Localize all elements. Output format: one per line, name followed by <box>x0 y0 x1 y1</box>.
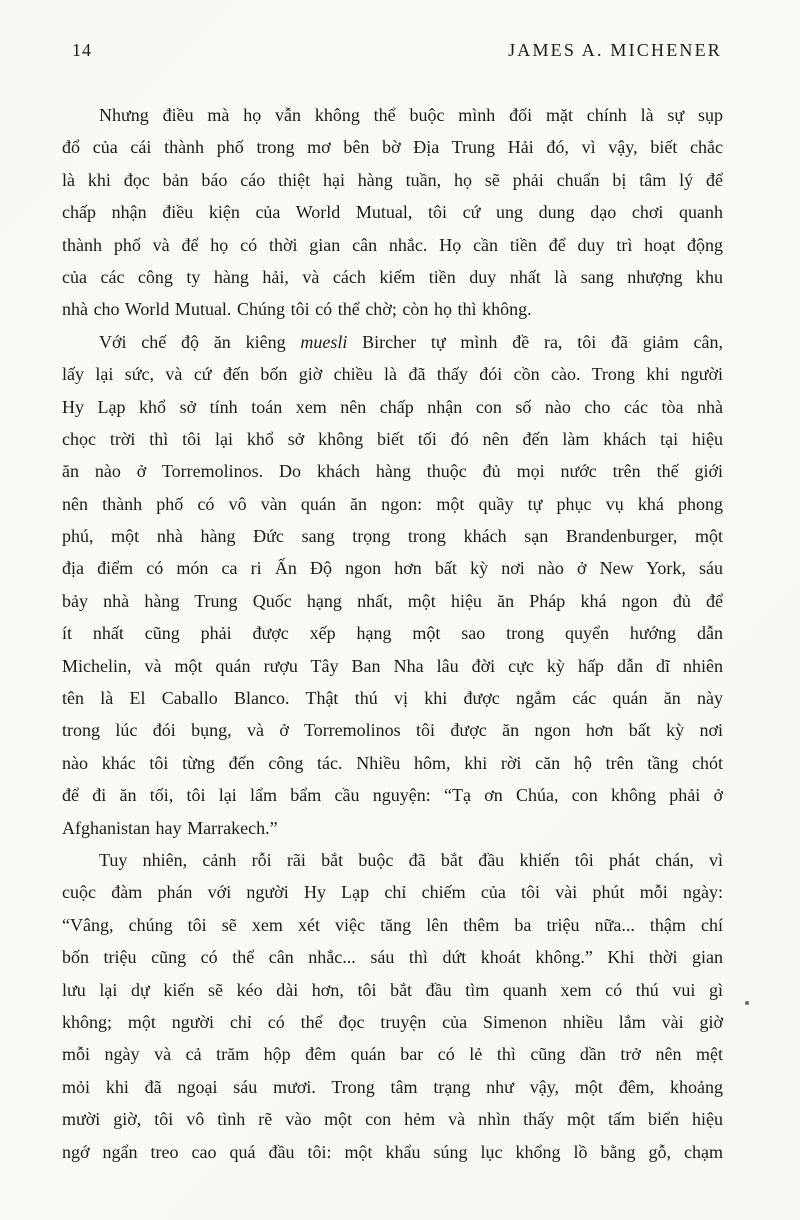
text-line: trong lúc đói bụng, và ở Torremolinos tôi được ăn ngon hơn bất kỳ nơi <box>62 720 723 741</box>
text-line: mỗi ngày và cả trăm hộp đêm quán bar có lẻ thì cũng dần trở nên mệt <box>62 1044 723 1065</box>
text-line: của các công ty hàng hải, và cách kiếm tiền duy nhất là sang nhượng khu <box>62 266 723 287</box>
text-line: Hy Lạp khổ sở tính toán xem nên chấp nhận con số nào cho các tòa nhà <box>62 396 723 417</box>
text-line: “Vâng, chúng tôi sẽ xem xét việc tăng lên thêm ba triệu nữa... thậm chí <box>62 914 723 935</box>
text-line: cuộc đàm phán với người Hy Lạp chỉ chiếm của tôi vài phút mỗi ngày: <box>62 882 723 903</box>
text-line: Tuy nhiên, cảnh rỗi rãi bắt buộc đã bắt đầu khiến tôi phát chán, vì <box>99 849 723 870</box>
text-line: Afghanistan hay Marrakech.” <box>62 817 278 838</box>
text-line: ngớ ngẩn treo cao quá đầu tôi: một khẩu súng lục khổng lồ bằng gỗ, chạm <box>62 1141 723 1162</box>
text-line: ít nhất cũng phải được xếp hạng một sao trong quyển hướng dẫn <box>62 623 723 644</box>
text-line: nên thành phố có vô vàn quán ăn ngon: một quầy tự phục vụ khá phong <box>62 493 723 514</box>
text-line: Nhưng điều mà họ vẫn không thể buộc mình đối mặt chính là sự sụp <box>99 105 723 125</box>
page-number: 14 <box>72 40 92 60</box>
paragraph <box>62 326 723 844</box>
text-line: bốn triệu cũng có thể cân nhắc... sáu thì dứt khoát không.” Khi thời gian <box>62 947 723 968</box>
text-line: đổ của cái thành phố trong mơ bên bờ Địa Trung Hải đó, vì vậy, biết chắc <box>62 137 723 158</box>
text-line: mỏi khi đã ngoại sáu mươi. Trong tâm trạng như vậy, một đêm, khoảng <box>62 1076 723 1097</box>
body-text <box>62 99 723 1168</box>
page-header <box>72 40 722 61</box>
text-line: Michelin, và một quán rượu Tây Ban Nha lâu đời cực kỳ hấp dẫn dĩ nhiên <box>62 655 723 676</box>
text-line: Với chế độ ăn kiêng muesli Bircher tự mình đề ra, tôi đã giảm cân, <box>99 331 723 352</box>
text-line: tên là El Caballo Blanco. Thật thú vị khi được ngắm các quán ăn này <box>62 688 723 709</box>
scan-speck <box>745 1001 749 1005</box>
paragraph <box>62 99 723 326</box>
text-line: nào khác tôi từng đến công tác. Nhiều hôm, khi rời căn hộ trên tầng chót <box>62 752 723 773</box>
text-line: thành phố và để họ có thời gian cân nhắc. Họ cần tiền để duy trì hoạt động <box>62 234 723 255</box>
text-line: lưu lại dự kiến sẽ kéo dài hơn, tôi bắt đầu tìm quanh xem có thú vui gì <box>62 979 723 1000</box>
text-line: để đi ăn tối, tôi lại lẩm bẩm cầu nguyện: “Tạ ơn Chúa, con không phải ở <box>62 785 723 806</box>
text-line: là khi đọc bản báo cáo thiệt hại hàng tuần, họ sẽ phải chuẩn bị tâm lý để <box>62 169 723 190</box>
text-line: mười giờ, tôi vô tình rẽ vào một con hẻm và nhìn thấy một tấm biển hiệu <box>62 1109 723 1130</box>
text-line: địa điểm có món ca ri Ấn Độ ngon hơn bất kỳ nơi nào ở New York, sáu <box>62 558 723 579</box>
text-line: không; một người chỉ có thể đọc truyện của Simenon nhiều lắm vài giờ <box>62 1011 723 1032</box>
running-title: JAMES A. MICHENER <box>508 40 722 60</box>
text-line: lấy lại sức, và cứ đến bốn giờ chiều là đã thấy đói cồn cào. Trong khi người <box>62 364 723 385</box>
text-line: chọc trời thì tôi lại khổ sở không biết tối đó nên đến làm khách tại hiệu <box>62 428 723 449</box>
text-line: nhà cho World Mutual. Chúng tôi có thể chờ; còn họ thì không. <box>62 299 532 320</box>
text-line: ăn nào ở Torremolinos. Do khách hàng thuộc đủ mọi nước trên thế giới <box>62 461 723 482</box>
text-line: phú, một nhà hàng Đức sang trọng trong khách sạn Brandenburger, một <box>62 526 723 547</box>
text-line: bảy nhà hàng Trung Quốc hạng nhất, một hiệu ăn Pháp khá ngon đủ để <box>62 590 723 611</box>
paragraph <box>62 844 723 1168</box>
text-line: chấp nhận điều kiện của World Mutual, tôi cứ ung dung dạo chơi quanh <box>62 202 723 223</box>
